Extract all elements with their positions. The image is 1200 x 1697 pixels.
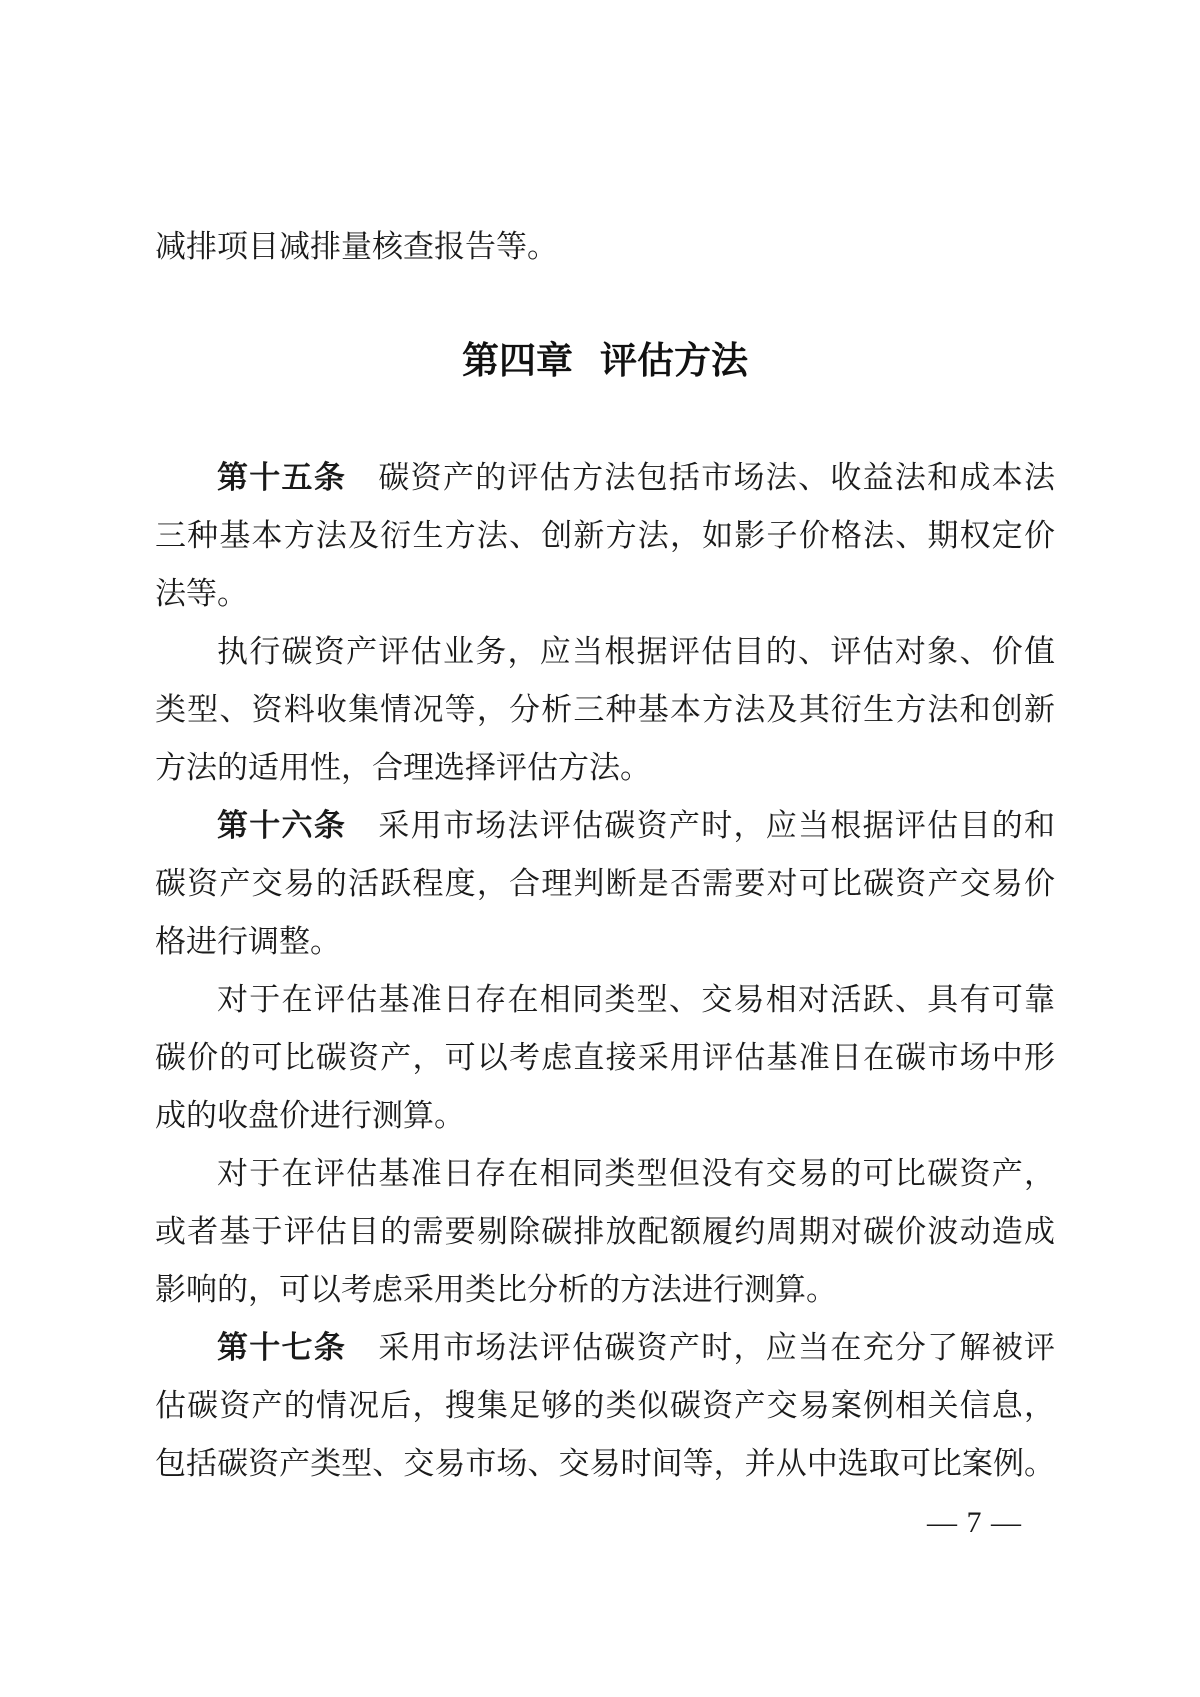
- chapter-heading: 第四章 评估方法: [462, 340, 748, 381]
- text-line: [155, 855, 1055, 913]
- line-text: 对于在评估基准日存在相同类型、交易相对活跃、具有可靠: [217, 982, 1055, 1017]
- line-text: 三种基本方法及衍生方法、创新方法，如影子价格法、期权定价: [155, 518, 1055, 553]
- text-line: [155, 623, 1055, 681]
- line-text: 影响的，可以考虑采用类比分析的方法进行测算。: [155, 1272, 837, 1307]
- text-line: [155, 1203, 1055, 1261]
- text-line: [155, 913, 1055, 971]
- line-text: 碳资产交易的活跃程度，合理判断是否需要对可比碳资产交易价: [155, 866, 1055, 901]
- text-column: [155, 0, 1055, 1493]
- line-text: 格进行调整。: [155, 924, 341, 959]
- line-text: 包括碳资产类型、交易市场、交易时间等，并从中选取可比案例。: [155, 1446, 1055, 1481]
- line-text: 碳价的可比碳资产，可以考虑直接采用评估基准日在碳市场中形: [155, 1040, 1055, 1075]
- line-text: 方法的适用性，合理选择评估方法。: [155, 750, 651, 785]
- continuation-line: 减排项目减排量核查报告等。: [155, 229, 558, 264]
- article-number: 第十七条: [217, 1330, 347, 1365]
- body-lines: [155, 449, 1055, 1493]
- line-text: 碳资产的评估方法包括市场法、收益法和成本法: [346, 460, 1055, 495]
- text-line: [155, 1087, 1055, 1145]
- text-line: [155, 1435, 1055, 1493]
- page-number: — 7 —: [927, 1506, 1022, 1539]
- line-text: 采用市场法评估碳资产时，应当在充分了解被评: [346, 1330, 1055, 1365]
- line-text: 采用市场法评估碳资产时，应当根据评估目的和: [346, 808, 1055, 843]
- text-line: [155, 681, 1055, 739]
- line-text: 对于在评估基准日存在相同类型但没有交易的可比碳资产，: [217, 1156, 1055, 1191]
- text-line: [155, 449, 1055, 507]
- line-text: 成的收盘价进行测算。: [155, 1098, 465, 1133]
- text-line: [155, 507, 1055, 565]
- text-line: [155, 565, 1055, 623]
- text-line: [155, 971, 1055, 1029]
- text-line: [155, 1319, 1055, 1377]
- line-text: 估碳资产的情况后，搜集足够的类似碳资产交易案例相关信息，: [155, 1388, 1055, 1423]
- text-line: [155, 797, 1055, 855]
- text-line: [155, 1377, 1055, 1435]
- line-text: 类型、资料收集情况等，分析三种基本方法及其衍生方法和创新: [155, 692, 1055, 727]
- line-text: 或者基于评估目的需要剔除碳排放配额履约周期对碳价波动造成: [155, 1214, 1055, 1249]
- text-line: [155, 1145, 1055, 1203]
- text-line: [155, 739, 1055, 797]
- line-text: 法等。: [155, 576, 248, 611]
- text-line: [155, 1029, 1055, 1087]
- line-text: 执行碳资产评估业务，应当根据评估目的、评估对象、价值: [217, 634, 1055, 669]
- article-number: 第十五条: [217, 460, 347, 495]
- article-number: 第十六条: [217, 808, 347, 843]
- text-line: [155, 1261, 1055, 1319]
